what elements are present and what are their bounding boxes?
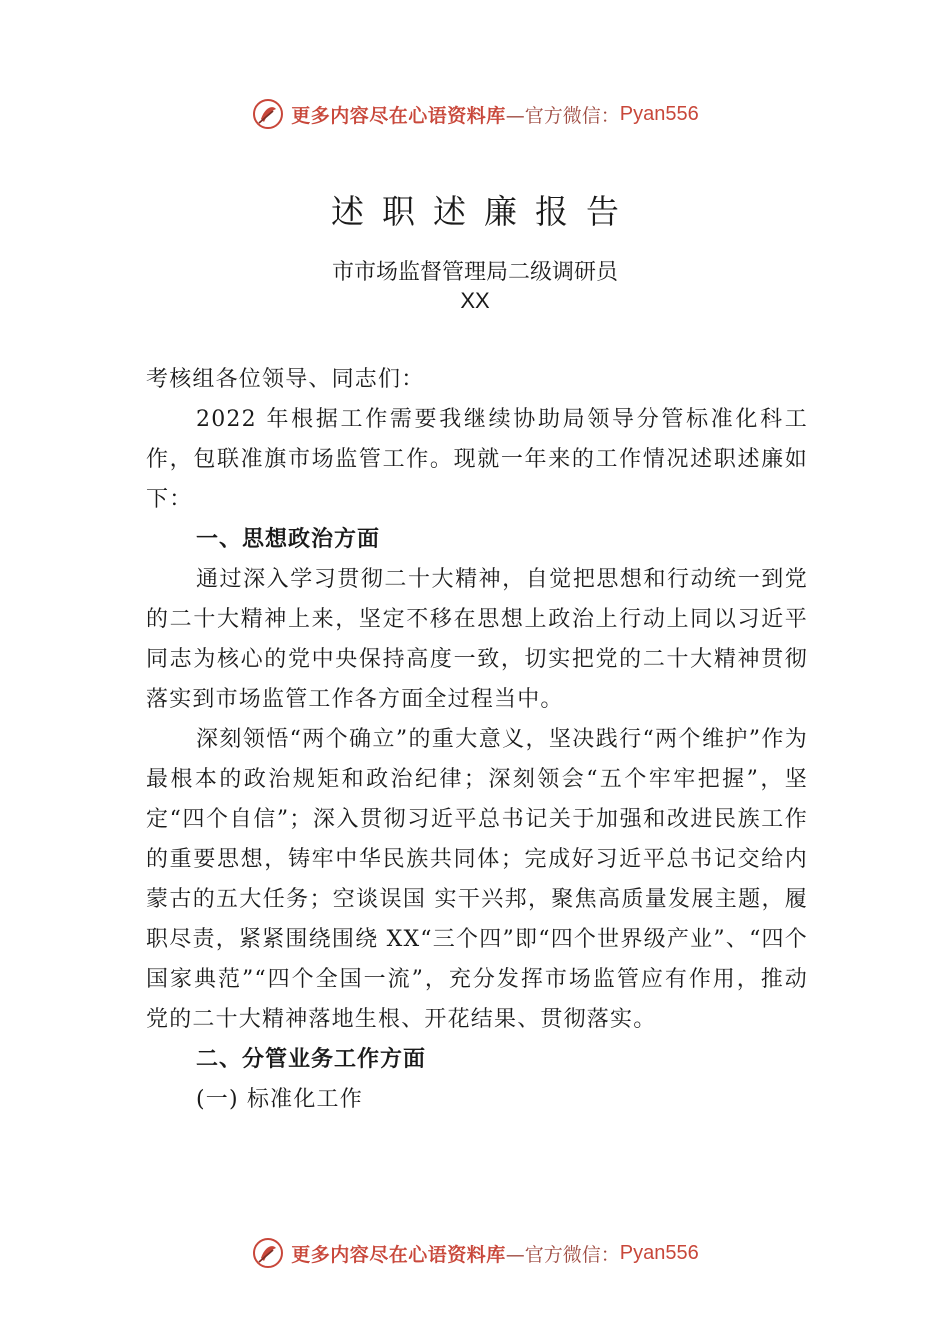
document-subtitle: 市市场监督管理局二级调研员	[331, 260, 618, 285]
watermark-text: 更多内容尽在心语资料库	[291, 104, 506, 127]
watermark-text: 更多内容尽在心语资料库	[291, 1243, 506, 1266]
seal-logo-icon	[251, 1236, 285, 1270]
watermark-wechat-id: Pyan556	[619, 102, 699, 125]
document-author: XX	[460, 288, 490, 313]
greeting: 考核组各位领导、同志们：	[146, 367, 425, 392]
intro-paragraph: 2022 年根据工作需要我继续协助局领导分管标准化科工作，包联准旗市场监管工作。现就一年来的工作情况述职述廉如下：	[146, 407, 808, 512]
document-title: 述职述廉报告	[331, 192, 637, 231]
section1-paragraph-2: 深刻领悟“两个确立”的重大意义，坚决践行“两个维护”作为最根本的政治规矩和政治纪律；深刻领会“五个牢牢把握”，坚定“四个自信”；深入贯彻习近平总书记关于加强和改进民族工作的重要思想，铸牢中华民族共同体；完成好习近平总书记交给内蒙古的五大任务；空谈误国 实干兴邦，聚焦高质量发展主题，履职尽责，紧紧围绕围绕 XX“三个四”即“四个世界级产业”、“四个国家典范”“四个全国一流”，充分发挥市场监管应有作用，推动党的二十大精神落地生根、开花结果、贯彻落实。	[146, 727, 808, 1032]
watermark-banner-top	[0, 94, 950, 134]
section-heading-2: 二、分管业务工作方面	[196, 1047, 427, 1072]
seal-logo-icon	[251, 97, 285, 131]
section-heading-1: 一、思想政治方面	[196, 527, 381, 552]
watermark-banner-bottom	[0, 1233, 950, 1273]
subsection-heading-1: (一) 标准化工作	[196, 1087, 363, 1112]
watermark-separator: —官方微信：	[505, 1243, 620, 1266]
section1-paragraph-1: 通过深入学习贯彻二十大精神，自觉把思想和行动统一到党的二十大精神上来，坚定不移在思想上政治上行动上同以习近平同志为核心的党中央保持高度一致，切实把党的二十大精神贯彻落实到市场监管工作各方面全过程当中。	[146, 567, 808, 712]
watermark-separator: —官方微信：	[505, 104, 620, 127]
watermark-wechat-id: Pyan556	[619, 1241, 699, 1264]
document-body	[146, 360, 808, 1120]
